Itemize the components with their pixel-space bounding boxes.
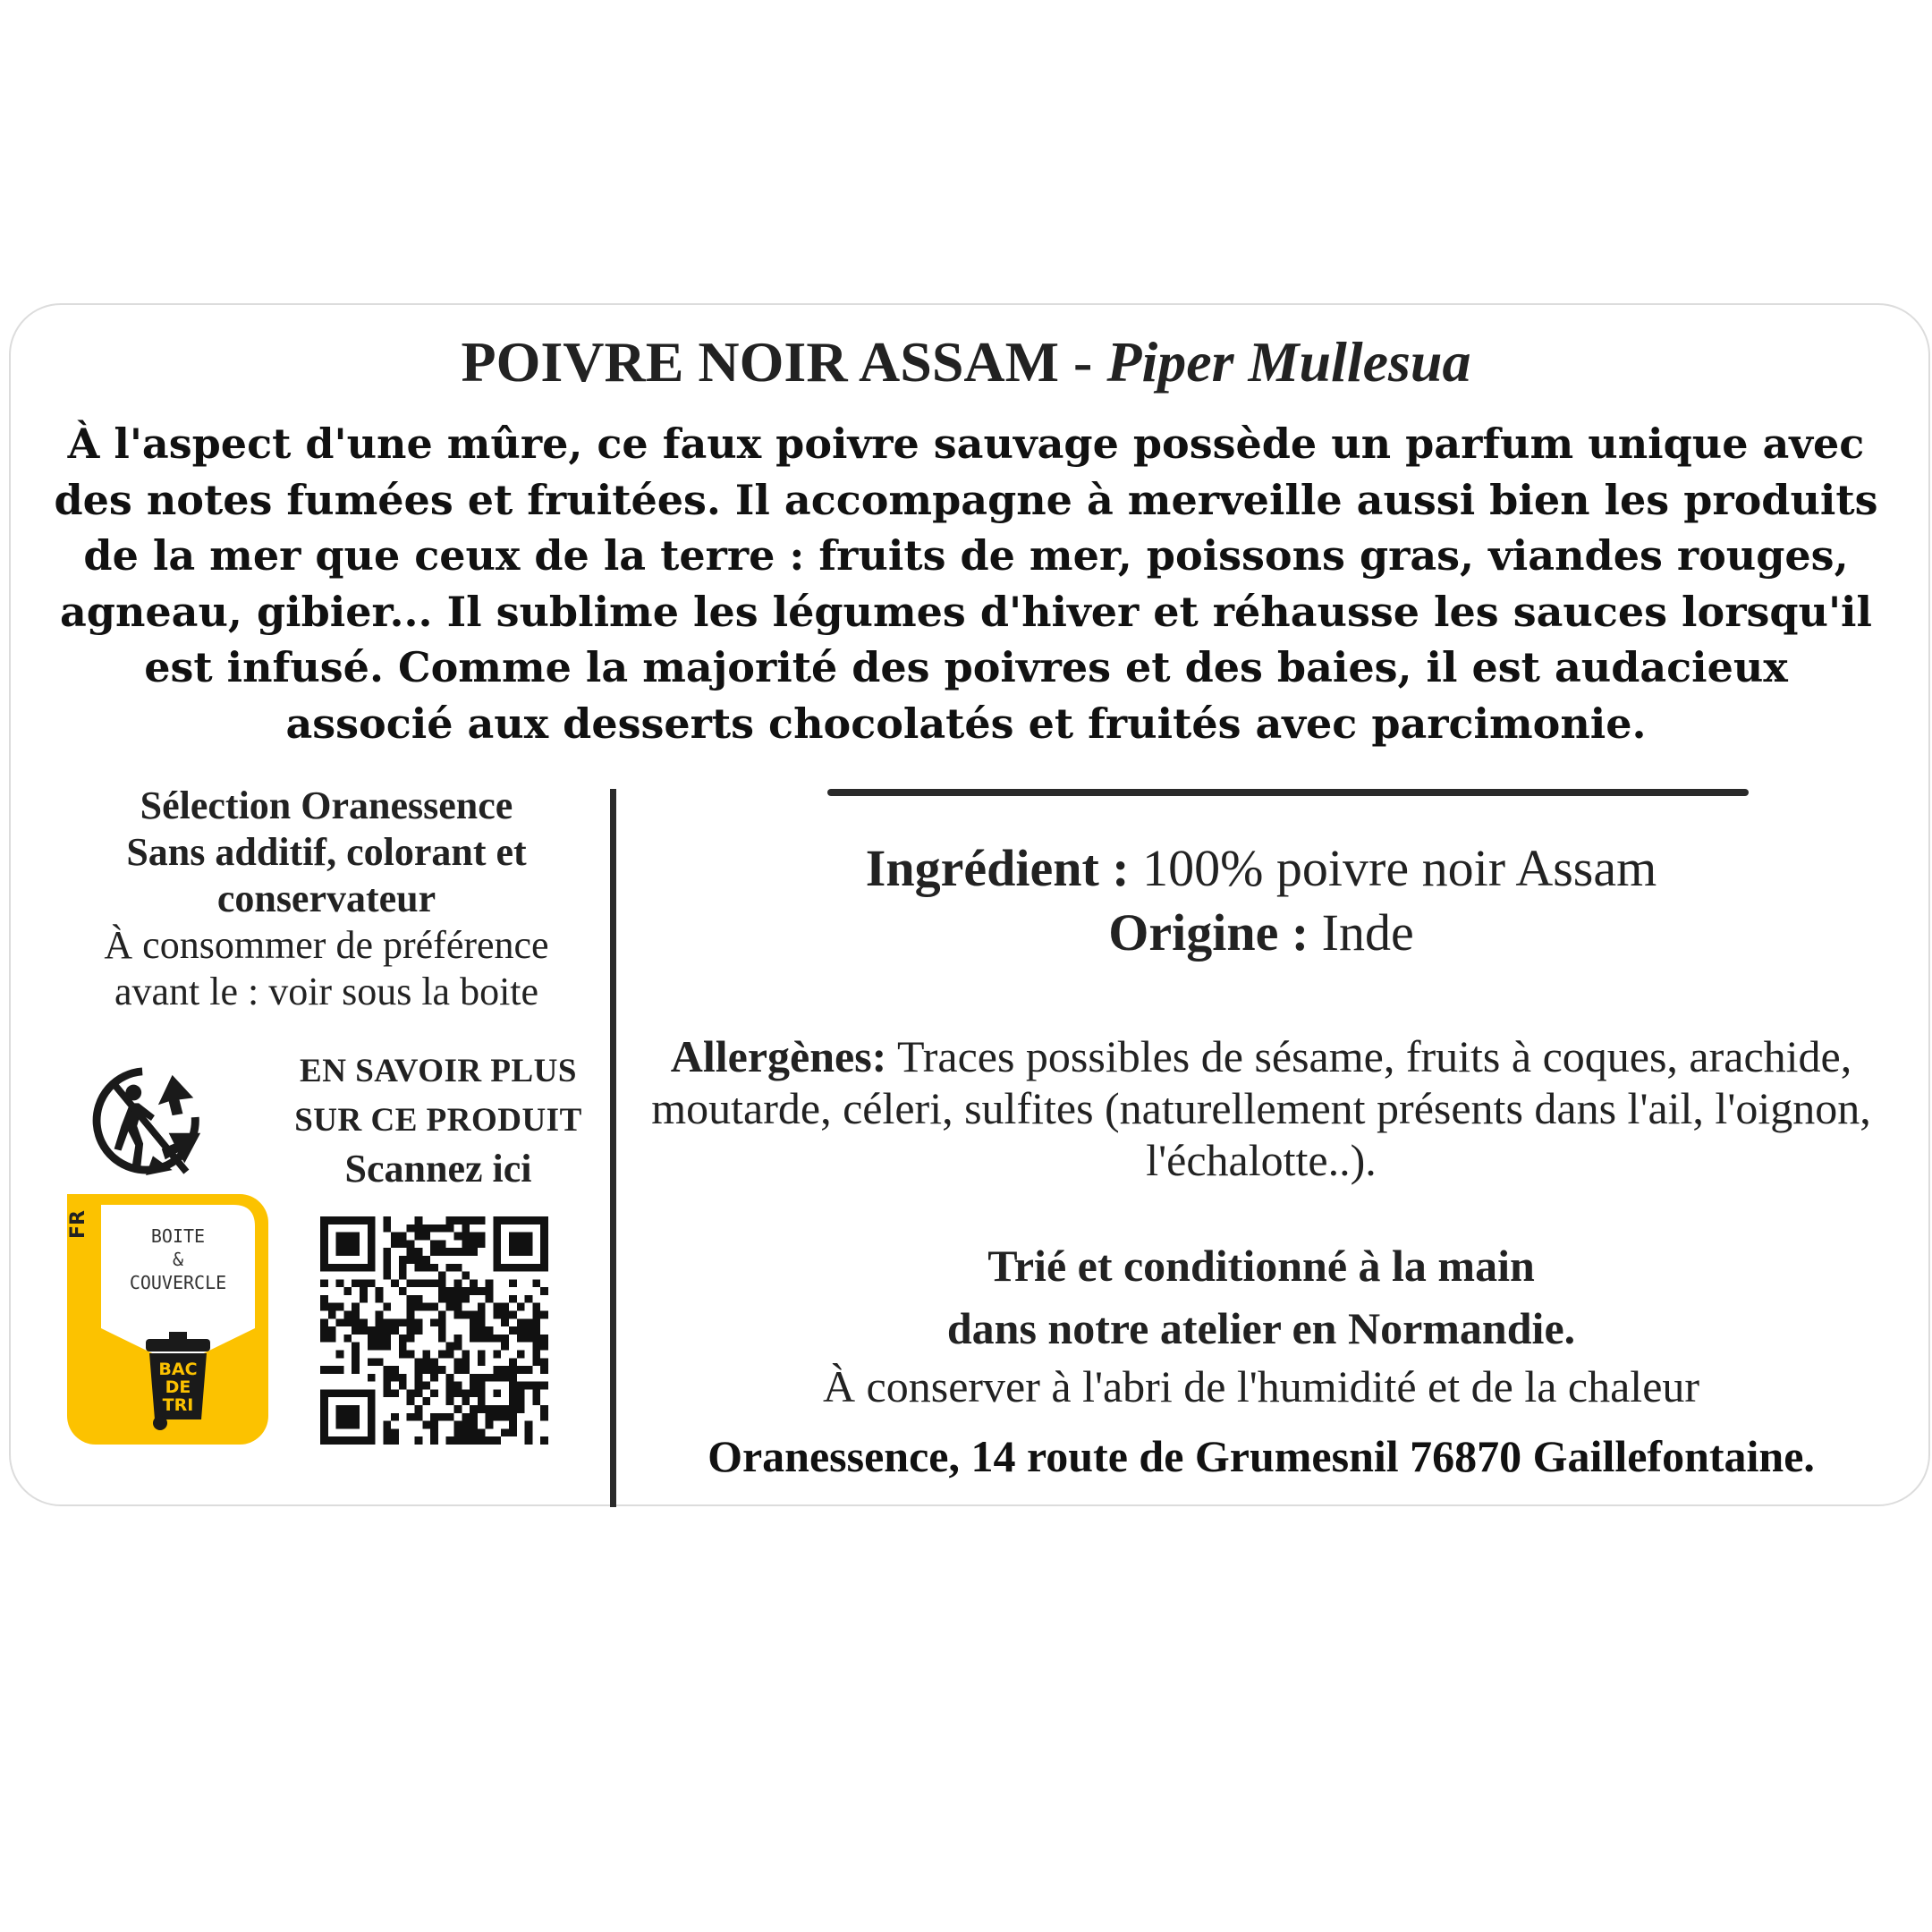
sorting-bin-icon [146,1332,210,1430]
allergens-label: Allergènes: [670,1031,887,1081]
triman-recycle-icon [88,1064,211,1179]
more-info-line2: SUR CE PRODUIT [294,1102,582,1139]
storage-instructions: À conserver à l'abri de l'humidité et de la chaleur [822,1361,1700,1411]
selection-line: Sélection Oranessence [140,784,513,827]
left-info-block [63,783,590,1015]
latin-name: Piper Mullesua [1106,330,1471,394]
triman-item-line1: BOITE [150,1225,206,1247]
no-additives-line: Sans additif, colorant et conservateur [126,830,527,920]
qr-code-icon[interactable] [320,1216,548,1445]
best-before-line: À consommer de préférence avant le : voir sous la boite [104,923,549,1013]
horizontal-divider [827,789,1749,796]
triman-sorting-badge [67,1194,268,1445]
origin-line [626,901,1896,965]
scan-here-label: Scannez ici [344,1147,532,1191]
handmade-block [626,1234,1896,1360]
bin-label-line1: BAC [158,1360,198,1379]
ingredient-line [626,836,1896,901]
allergens-block [637,1030,1885,1186]
more-info-line1: EN SAVOIR PLUS [300,1053,577,1089]
origin-label: Origine : [1108,903,1309,962]
product-name: POIVRE NOIR ASSAM [461,330,1060,394]
bin-label-line3: TRI [162,1395,194,1415]
product-description: À l'aspect d'une mûre, ce faux poivre sauvage possède un parfum unique avec des notes fumées et fruitées. Il accompagne à merveille aussi bien les produits de la mer que ceux de la terre : fruits de mer, poissons gras, viandes rouges, agneau, gibier... Il sublime les légumes d'hiver et réhausse les sauces lorsqu'il est infusé. Comme la majorité des poivres et des baies, il est audacieux associé aux desserts chocolatés et fruités avec parcimonie. [54,419,1878,748]
ingredient-value: 100% poivre noir Assam [1142,839,1657,897]
origin-value: Inde [1321,903,1414,962]
title-separator: - [1059,330,1107,394]
triman-item-line2: & [172,1249,184,1270]
handmade-line2: dans notre atelier en Normandie. [946,1303,1576,1353]
product-title [0,331,1932,394]
triman-country: FR [67,1210,89,1239]
bin-label-line2: DE [165,1377,191,1397]
ingredient-label: Ingrédient : [865,839,1130,897]
allergens-value: Traces possibles de sésame, fruits à coques, arachide, moutarde, céleri, sulfites (naturellement présents dans l'ail, l'oignon, l'échalotte..). [651,1031,1871,1185]
handmade-line1: Trié et conditionné à la main [987,1241,1535,1291]
vertical-divider [610,789,616,1507]
company-address: Oranessence, 14 route de Grumesnil 76870 Gaillefontaine. [708,1431,1815,1481]
more-info-block [282,1046,595,1193]
ingredient-origin-block [626,836,1896,965]
triman-item-line3: COUVERCLE [129,1272,227,1293]
